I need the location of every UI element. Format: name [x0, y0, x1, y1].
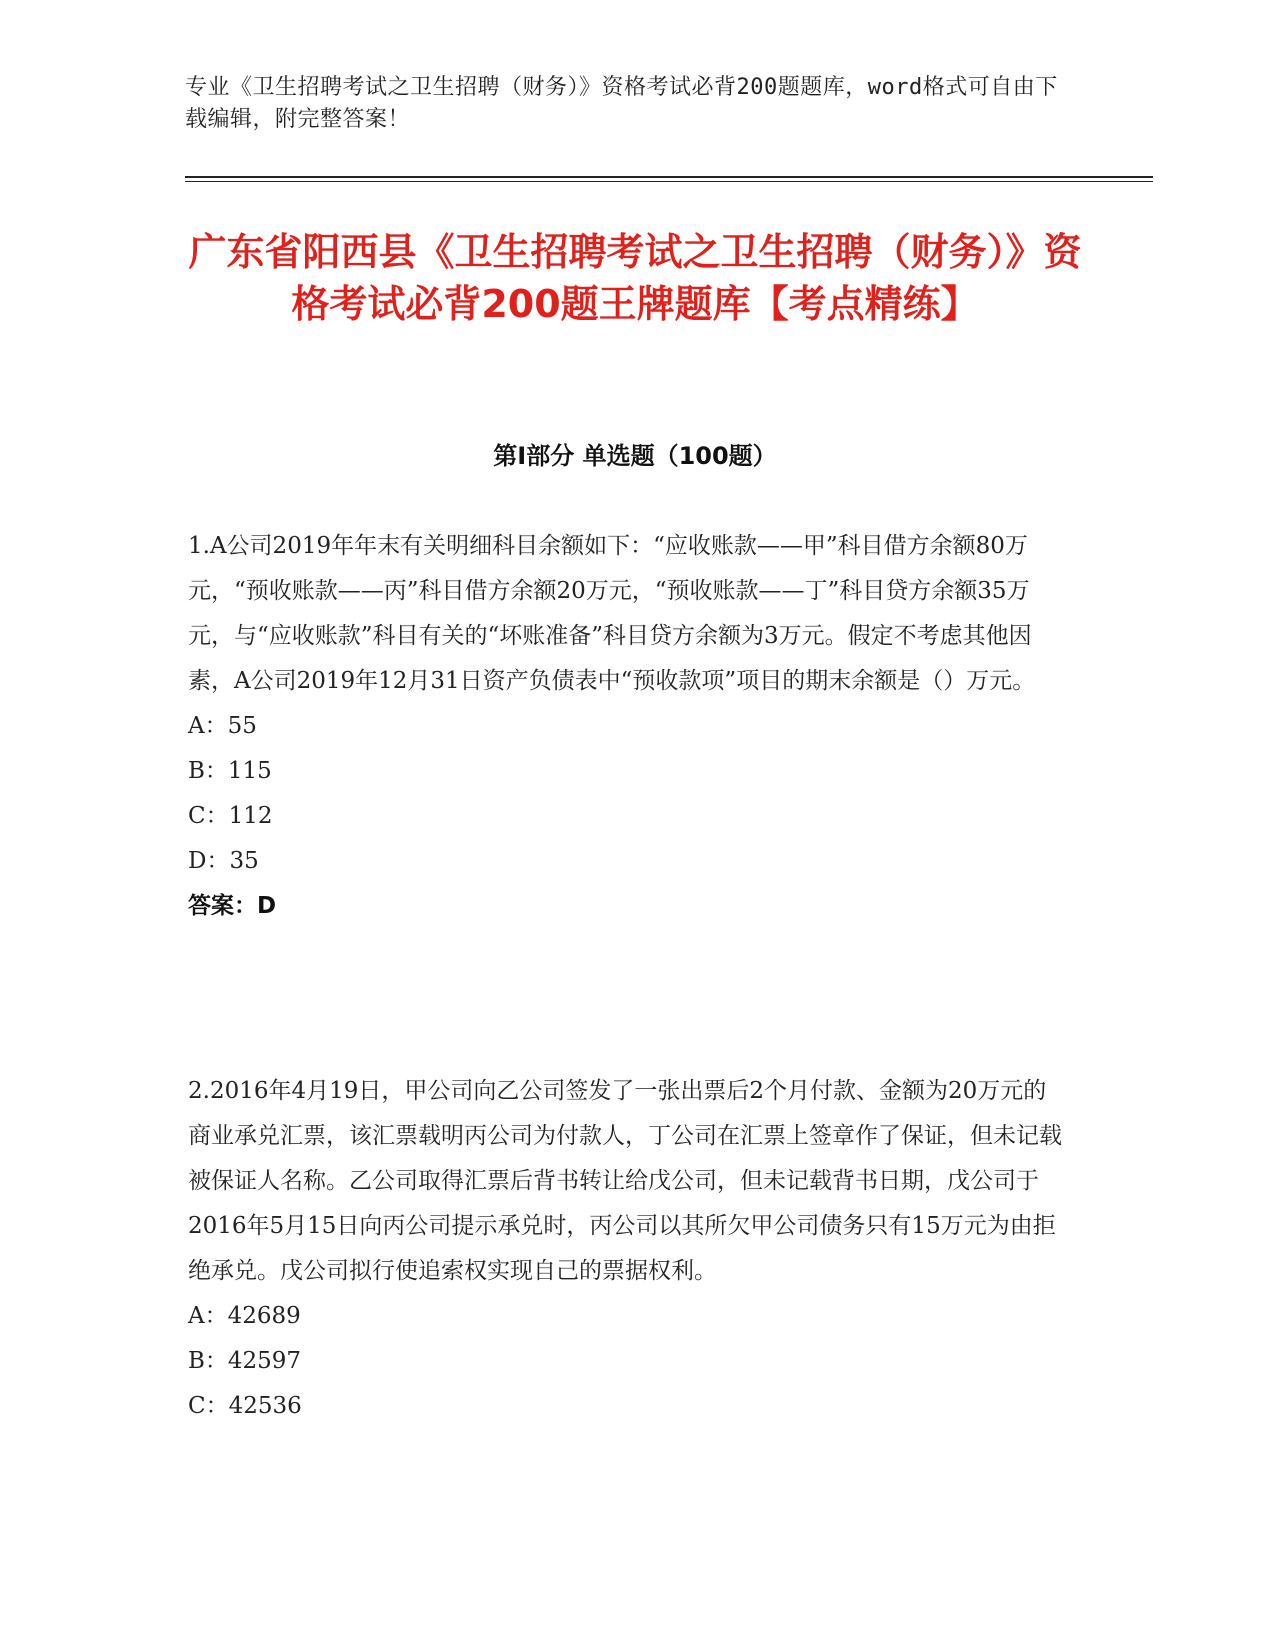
section-heading: 第I部分 单选题（100题） — [493, 442, 777, 470]
header-divider-thick — [185, 176, 1153, 178]
header-divider-thin — [185, 181, 1153, 182]
answer: 答案：D — [188, 893, 277, 919]
option-c: C：112 — [188, 803, 273, 829]
option-a: A：42689 — [188, 1303, 301, 1329]
document-title: 广东省阳西县《卫生招聘考试之卫生招聘（财务）》资格考试必背200题王牌题库【考点精练】 — [188, 230, 1082, 326]
option-d: D：35 — [188, 848, 259, 874]
option-b: B：115 — [188, 758, 272, 784]
question-stem: 2.2016年4月19日，甲公司向乙公司签发了一张出票后2个月付款、金额为20万元的商业承兑汇票，该汇票载明丙公司为付款人，丁公司在汇票上签章作了保证，但未记载被保证人名称。乙公司取得汇票后背书转让给戊公司，但未记载背书日期，戊公司于2016年5月15日向丙公司提示承兑时，丙公司以其所欠甲公司债务只有15万元为由拒绝承兑。戊公司拟行使追索权实现自己的票据权利。 — [188, 1078, 1062, 1284]
option-b: B：42597 — [188, 1348, 302, 1374]
option-a: A：55 — [188, 713, 257, 739]
header-note: 专业《卫生招聘考试之卫生招聘（财务）》资格考试必背200题题库，word格式可自由下载编辑，附完整答案！ — [185, 75, 1058, 132]
question-1 — [188, 524, 1068, 929]
question-stem: 1.A公司2019年年末有关明细科目余额如下：“应收账款——甲”科目借方余额80万元，“预收账款——丙”科目借方余额20万元，“预收账款——丁”科目贷方余额35万元，与“应收账款”科目有关的“坏账准备”科目贷方余额为3万元。假定不考虑其他因素，A公司2019年12月31日资产负债表中“预收款项”项目的期末余额是（）万元。 — [188, 533, 1036, 694]
question-2 — [188, 1069, 1068, 1429]
option-c: C：42536 — [188, 1393, 302, 1419]
